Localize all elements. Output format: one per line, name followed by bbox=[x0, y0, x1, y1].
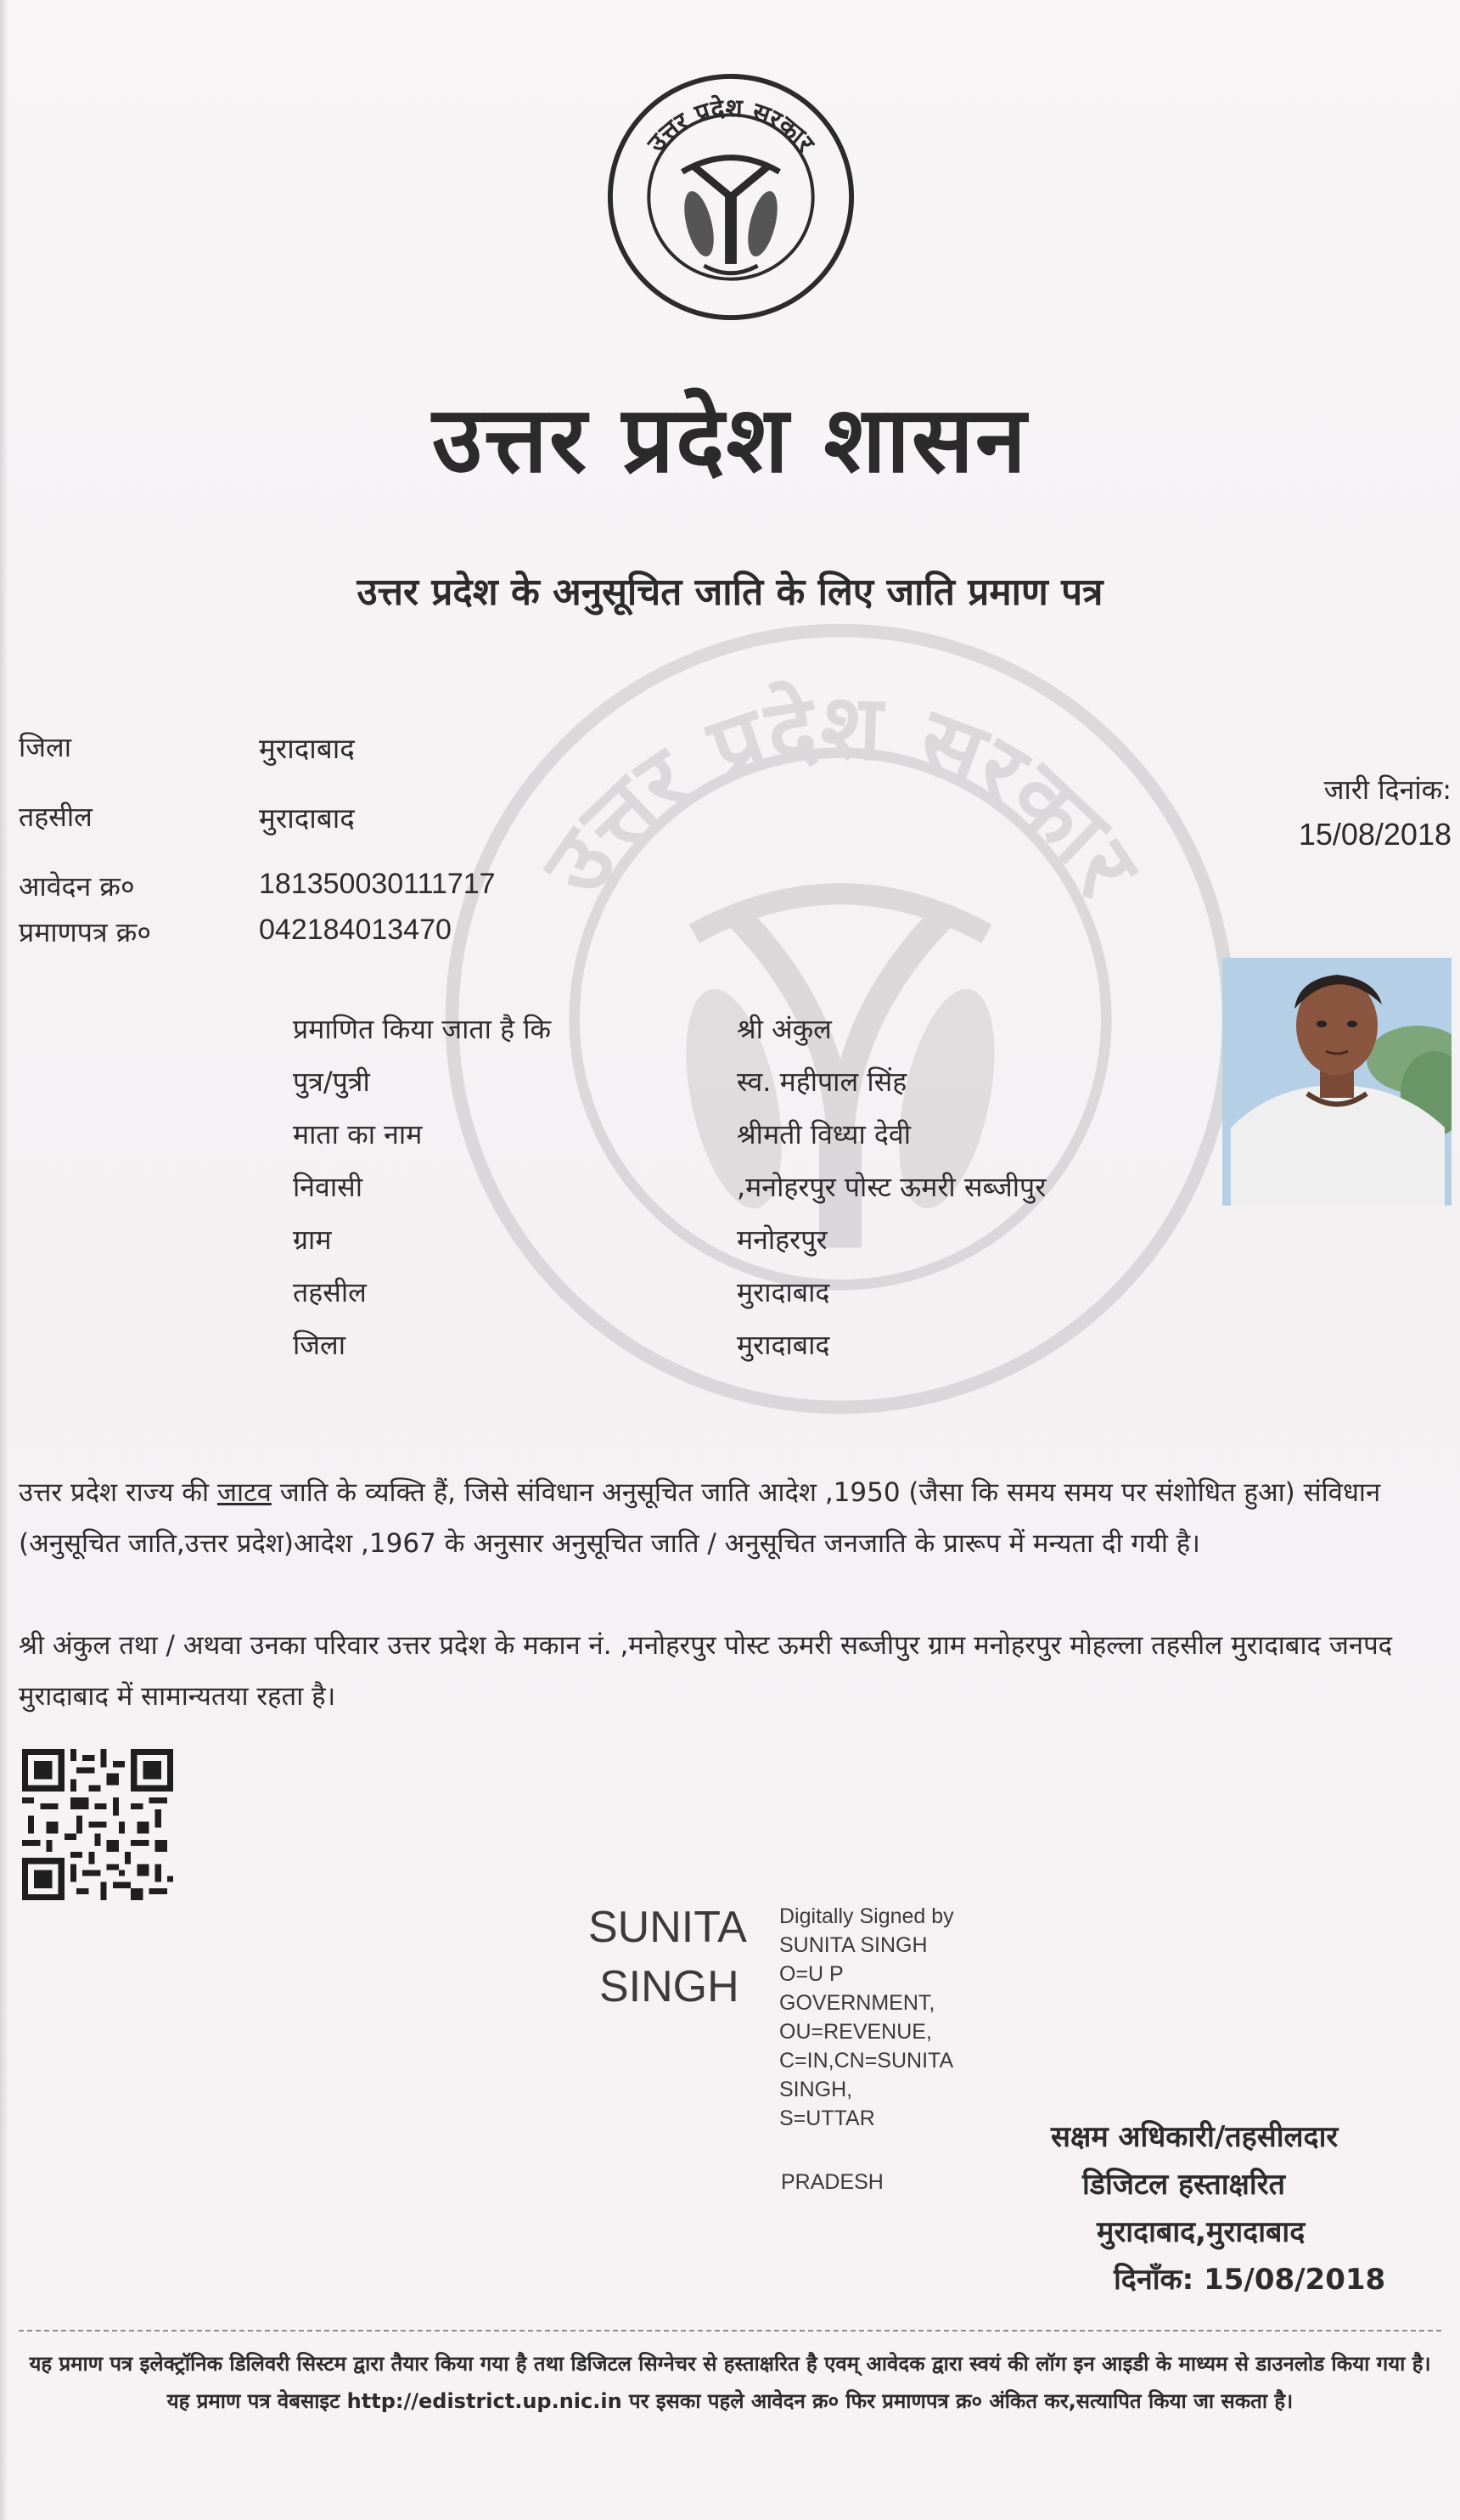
detail-value-district: मुरादाबाद bbox=[737, 1329, 830, 1361]
footer-divider bbox=[19, 2330, 1441, 2332]
caste-statement-paragraph bbox=[19, 1467, 1445, 1569]
issue-date-value: 15/08/2018 bbox=[1298, 817, 1452, 852]
officer-date: दिनाँक: 15/08/2018 bbox=[1114, 2263, 1386, 2297]
signer-name-line2: SINGH bbox=[599, 1962, 739, 2011]
page-title: उत्तर प्रदेश शासन bbox=[432, 387, 1028, 493]
officer-designation: सक्षम अधिकारी/तहसीलदार bbox=[1051, 2120, 1339, 2154]
certificate-subtitle: उत्तर प्रदेश के अनुसूचित जाति के लिए जाति प्रमाण पत्र bbox=[357, 571, 1103, 614]
issue-date-label: जारी दिनांक: bbox=[1323, 773, 1452, 806]
detail-value-name: श्री अंकुल bbox=[737, 1013, 832, 1045]
detail-label-son-daughter: पुत्र/पुत्री bbox=[293, 1066, 370, 1098]
officer-digitally-signed: डिजिटल हस्ताक्षरित bbox=[1082, 2168, 1285, 2202]
detail-value-tehsil: मुरादाबाद bbox=[737, 1276, 830, 1308]
detail-label-village: ग्राम bbox=[293, 1223, 332, 1256]
up-government-emblem bbox=[605, 71, 856, 323]
watermark-emblem bbox=[441, 620, 1239, 1418]
caste-statement-rest: जाति के व्यक्ति हैं, जिसे संविधान अनुसूचित जाति आदेश ,1950 (जैसा कि समय समय पर संशोधित हुआ) संविधान (अनुसूचित जाति,उत्तर प्रदेश)आदेश ,1967 के अनुसार अनुसूचित जाति / अनुसूचित जनजाति के प्रारूप में मन्यता दी गयी है। bbox=[19, 1477, 1381, 1559]
detail-label-resident: निवासी bbox=[293, 1171, 363, 1203]
certificate-no-value: 042184013470 bbox=[259, 914, 452, 946]
sig-detail-line-last: PRADESH bbox=[781, 2170, 884, 2194]
footer-verification-note: यह प्रमाण पत्र इलेक्ट्रॉनिक डिलिवरी सिस्टम द्वारा तैयार किया गया है तथा डिजिटल सिग्नेचर से हस्ताक्षरित है एवम् आवेदक द्वारा स्वयं की लॉग इन आइडी के माध्यम से डाउनलोड किया गया है। यह प्रमाण पत्र वेबसाइट http://edistrict.up.nic.in पर इसका पहले आवेदन क्र० फिर प्रमाणपत्र क्र० अंकित कर,सत्यापित किया जा सकता है। bbox=[29, 2352, 1431, 2413]
officer-location: मुरादाबाद,मुरादाबाद bbox=[1097, 2215, 1306, 2249]
detail-label-tehsil: तहसील bbox=[293, 1276, 367, 1308]
application-no-label: आवेदन क्र० bbox=[19, 870, 135, 903]
signer-name-line1: SUNITA bbox=[588, 1903, 747, 1952]
detail-value-mother: श्रीमती विध्या देवी bbox=[737, 1118, 911, 1150]
sig-detail-line: SINGH, bbox=[779, 2078, 853, 2101]
sig-detail-line: C=IN,CN=SUNITA bbox=[779, 2049, 954, 2073]
sig-detail-line: OU=REVENUE, bbox=[779, 2020, 932, 2044]
application-no-value: 181350030111717 bbox=[259, 868, 496, 900]
detail-value-village: मनोहरपुर bbox=[737, 1223, 828, 1256]
qr-code bbox=[22, 1749, 173, 1900]
svg-text:उत्तर प्रदेश सरकार: उत्तर प्रदेश सरकार bbox=[522, 673, 1160, 914]
applicant-photo bbox=[1222, 958, 1452, 1206]
detail-value-resident: ,मनोहरपुर पोस्ट ऊमरी सब्जीपुर bbox=[737, 1171, 1047, 1203]
detail-label-mother: माता का नाम bbox=[293, 1118, 423, 1150]
certificate-no-label: प्रमाणपत्र क्र० bbox=[19, 916, 151, 948]
residence-statement-paragraph: श्री अंकुल तथा / अथवा उनका परिवार उत्तर प्रदेश के मकान नं. ,मनोहरपुर पोस्ट ऊमरी सब्जीपुर ग्राम मनोहरपुर मोहल्ला तहसील मुरादाबाद जनपद मुरादाबाद में सामान्यतया रहता है। bbox=[19, 1630, 1393, 1712]
svg-text:उत्तर प्रदेश सरकार: उत्तर प्रदेश सरकार bbox=[641, 93, 821, 158]
district-label: जिला bbox=[19, 731, 72, 763]
district-value: मुरादाबाद bbox=[259, 732, 355, 765]
digital-signature-details bbox=[779, 1902, 1017, 2133]
sig-detail-line: Digitally Signed by bbox=[779, 1904, 954, 1928]
sig-detail-line: SUNITA SINGH bbox=[779, 1933, 928, 1957]
sig-detail-line: O=U P bbox=[779, 1962, 844, 1986]
tehsil-label: तहसील bbox=[19, 801, 93, 833]
applicant-portrait bbox=[1222, 958, 1452, 1206]
sig-detail-line: GOVERNMENT, bbox=[779, 1991, 935, 2015]
detail-label-certified: प्रमाणित किया जाता है कि bbox=[293, 1013, 552, 1045]
detail-label-district: जिला bbox=[293, 1329, 346, 1361]
sig-detail-line: S=UTTAR bbox=[779, 2107, 875, 2130]
detail-value-father: स्व. महीपाल सिंह bbox=[737, 1066, 907, 1098]
tehsil-value: मुरादाबाद bbox=[259, 802, 355, 835]
caste-statement-start: उत्तर प्रदेश राज्य की bbox=[19, 1477, 217, 1508]
caste-name: जाटव bbox=[216, 1477, 272, 1508]
